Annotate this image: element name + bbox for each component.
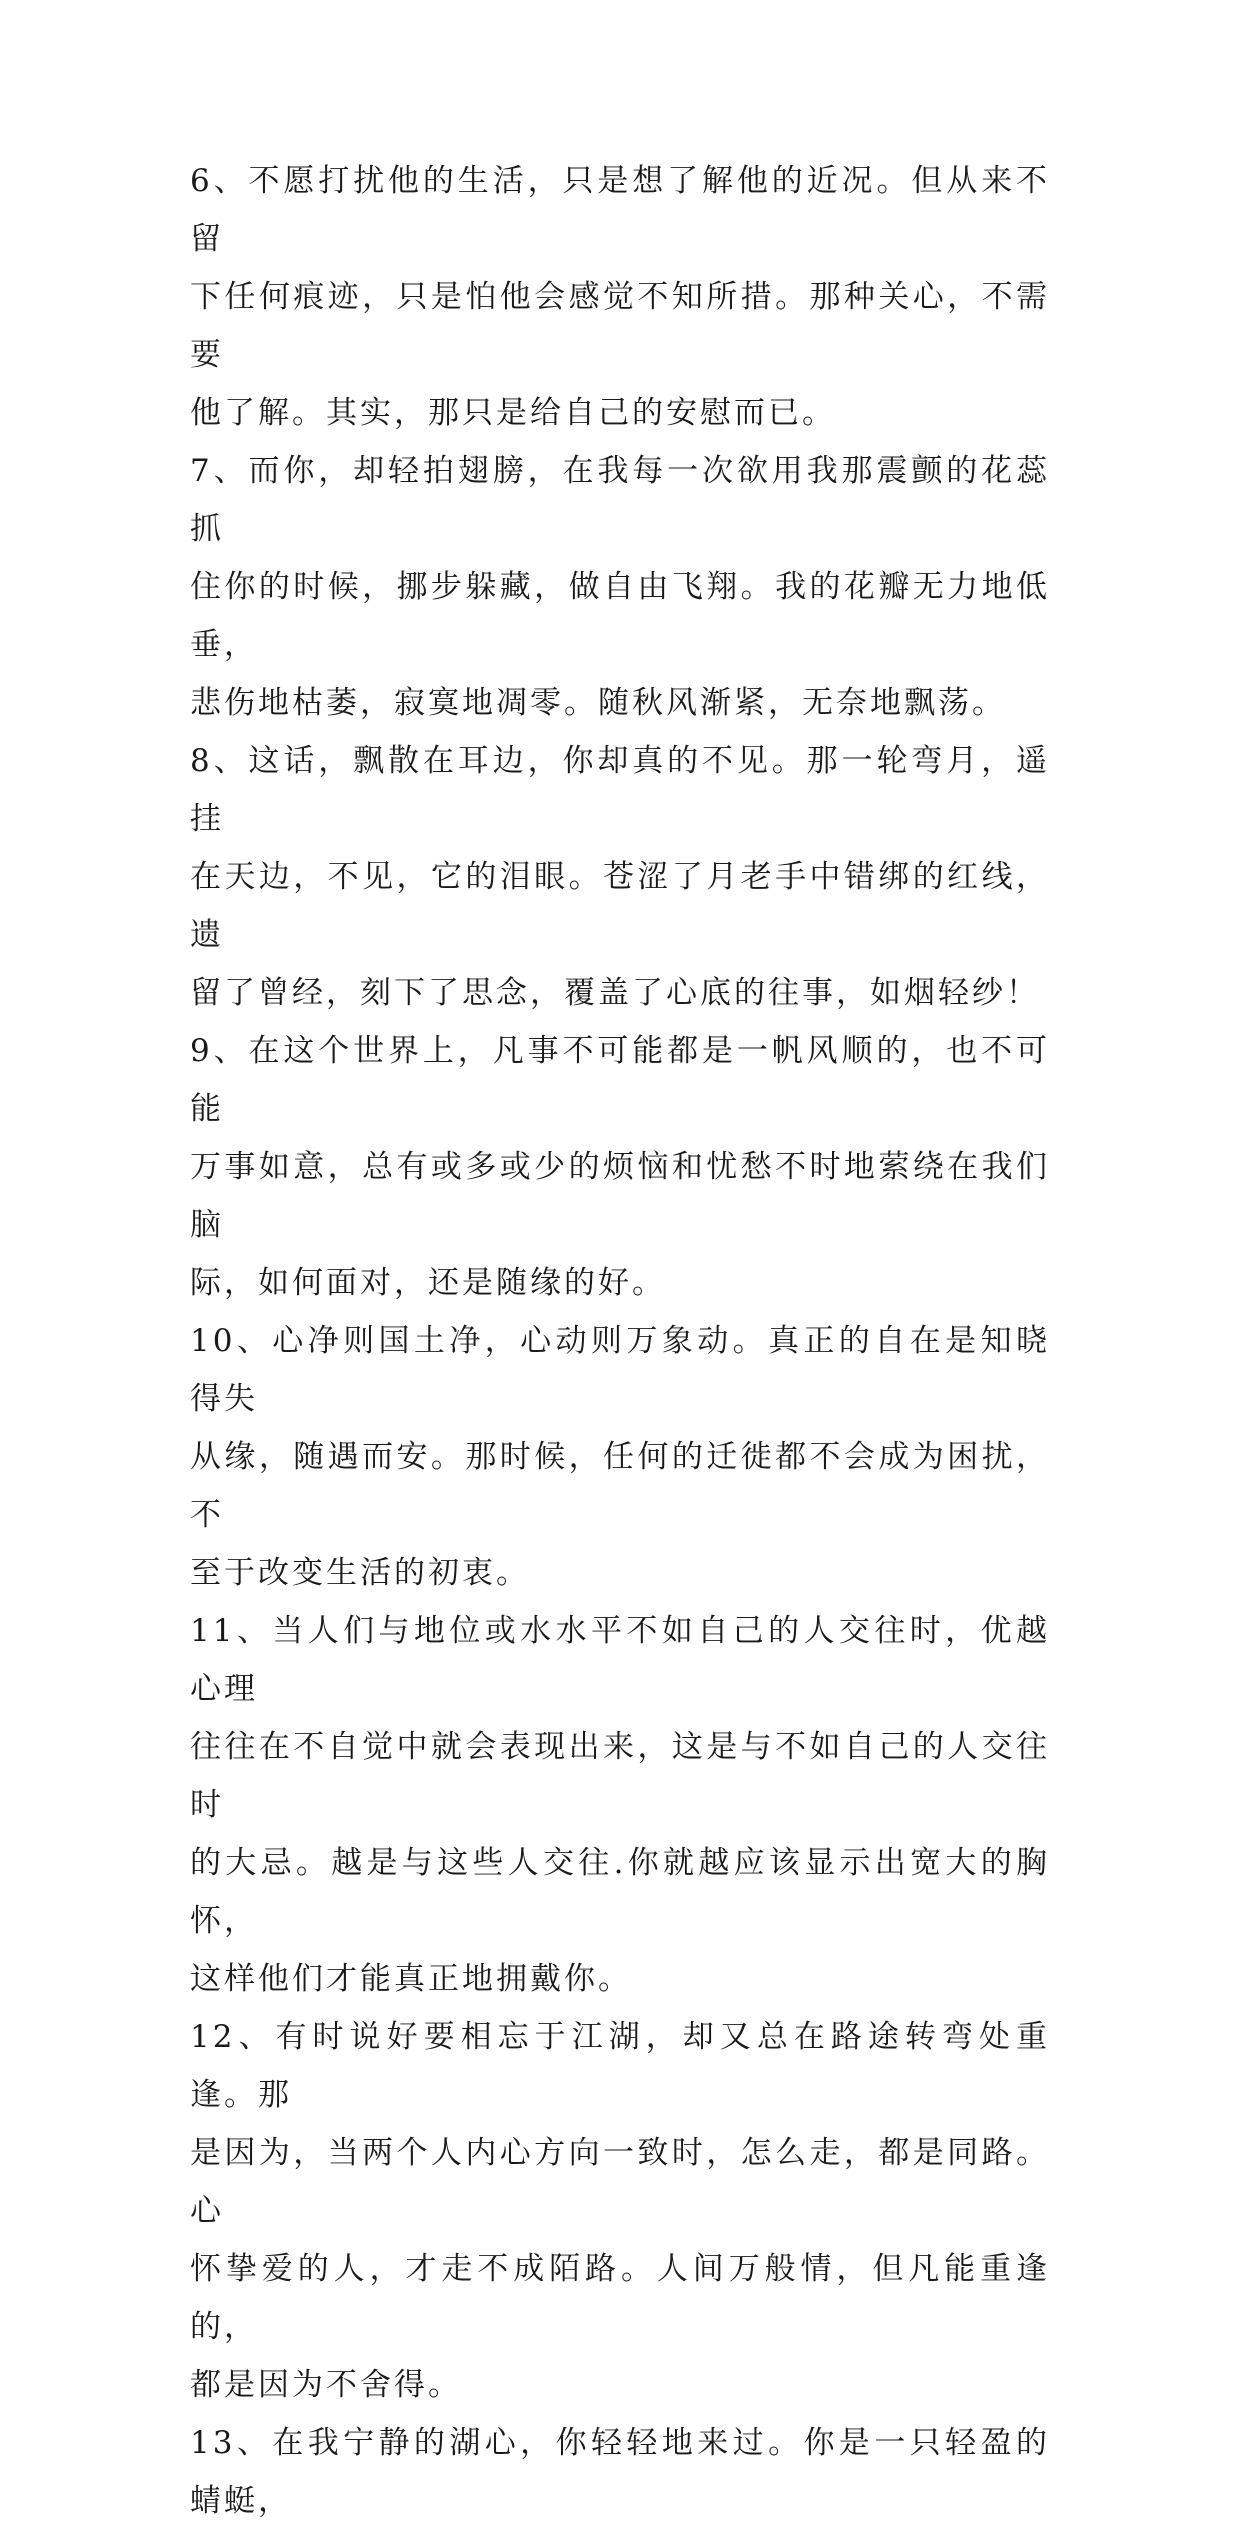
paragraph-13: 13、在我宁静的湖心，你轻轻地来过。你是一只轻盈的蜻蜓， (190, 2425, 1050, 2519)
paragraph-10: 10、心净则国土净，心动则万象动。真正的自在是知晓得失 从缘，随遇而安。那时候，任何的迁徙都不会成为困扰，不 至于改变生活的初衷。 (190, 1323, 1050, 1591)
paragraph-8: 8、这话，飘散在耳边，你却真的不见。那一轮弯月，遥挂 在天边，不见，它的泪眼。苍涩了月老手中错绑的红线，遗 留了曾经，刻下了思念，覆盖了心底的往事，如烟轻纱！ (190, 743, 1050, 1011)
paragraph-7: 7、而你，却轻拍翅膀，在我每一次欲用我那震颤的花蕊抓 住你的时候，挪步躲藏，做自由飞翔。我的花瓣无力地低垂， 悲伤地枯萎，寂寞地凋零。随秋风渐紧，无奈地飘荡。 (190, 453, 1050, 721)
paragraph-12: 12、有时说好要相忘于江湖，却又总在路途转弯处重逢。那 是因为，当两个人内心方向一致时，怎么走，都是同路。心 怀挚爱的人，才走不成陌路。人间万般情，但凡能重逢的， 都是因为不舍得。 (190, 2019, 1050, 2403)
document-body (190, 152, 1050, 2530)
paragraph-11: 11、当人们与地位或水水平不如自己的人交往时，优越心理 往往在不自觉中就会表现出来，这是与不如自己的人交往时 的大忌。越是与这些人交往.你就越应该显示出宽大的胸怀， 这样他们才能真正地拥戴你。 (190, 1613, 1050, 1997)
paragraph-9: 9、在这个世界上，凡事不可能都是一帆风顺的，也不可能 万事如意，总有或多或少的烦恼和忧愁不时地萦绕在我们脑 际，如何面对，还是随缘的好。 (190, 1033, 1050, 1301)
paragraph-6: 6、不愿打扰他的生活，只是想了解他的近况。但从来不留 下任何痕迹，只是怕他会感觉不知所措。那种关心，不需要 他了解。其实，那只是给自己的安慰而已。 (190, 163, 1050, 431)
